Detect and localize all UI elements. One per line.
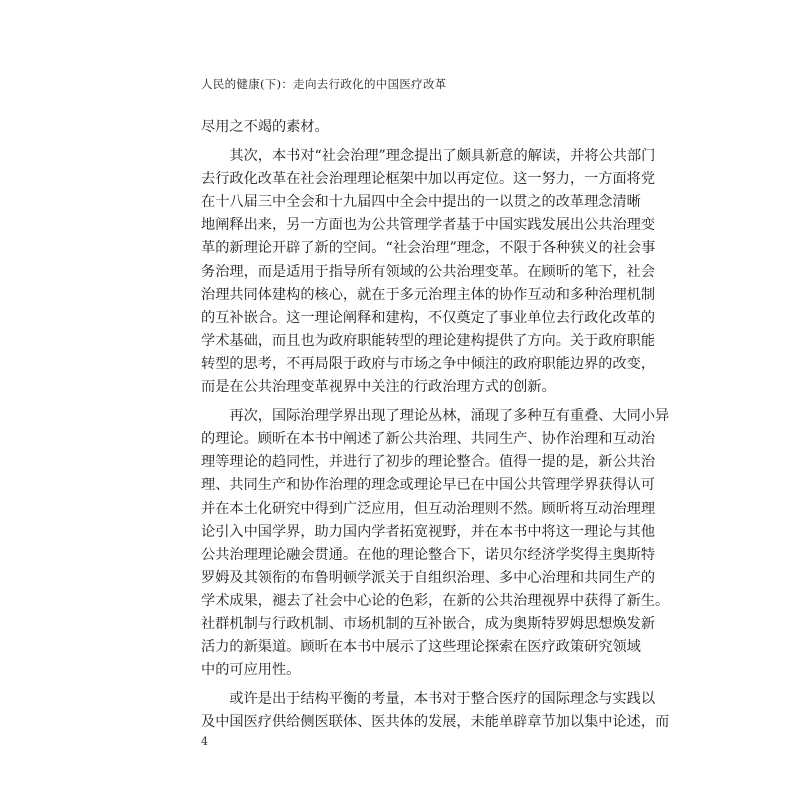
text-line: 去行政化改革在社会治理理论框架中加以再定位。这一努力，一方面将党 — [201, 171, 656, 188]
text-line: 其次，本书对“社会治理”理念提出了颇具新意的解读，并将公共部门 — [201, 148, 656, 165]
text-line: 理等理论的趋同性，并进行了初步的理论整合。值得一提的是，新公共治 — [201, 454, 656, 471]
text-line: 的理论。顾昕在本书中阐述了新公共治理、共同生产、协作治理和互动治 — [201, 431, 656, 448]
page-number: 4 — [201, 735, 208, 748]
text-line: 理、共同生产和协作治理的理念或理论早已在中国公共管理学界获得认可 — [201, 477, 656, 494]
body-text — [201, 116, 670, 734]
text-line: 论引入中国学界，助力国内学者拓宽视野，并在本书中将这一理论与其他 — [201, 523, 656, 540]
text-line: 公共治理理论融会贯通。在他的理论整合下，诺贝尔经济学奖得主奥斯特 — [201, 546, 656, 563]
text-line: 尽用之不竭的素材。 — [201, 119, 329, 135]
text-line: 务治理，而是适用于指导所有领域的公共治理变革。在顾昕的笔下，社会 — [201, 263, 656, 280]
text-line: 或许是出于结构平衡的考量，本书对于整合医疗的国际理念与实践以 — [201, 691, 656, 708]
text-line: 活力的新渠道。顾昕在本书中展示了这些理论探索在医疗政策研究领域 — [201, 639, 641, 656]
text-line: 及中国医疗供给侧医联体、医共体的发展，未能单辟章节加以集中论述，而 — [201, 714, 670, 731]
text-line: 社群机制与行政机制、市场机制的互补嵌合，成为奥斯特罗姆思想焕发新 — [201, 615, 656, 632]
text-line: 学术基础，而且也为政府职能转型的理论建构提供了方向。关于政府职能 — [201, 332, 656, 349]
text-line: 治理共同体建构的核心，就在于多元治理主体的协作互动和多种治理机制 — [201, 286, 656, 303]
text-line: 地阐释出来，另一方面也为公共管理学者基于中国实践发展出公共治理变 — [201, 217, 656, 234]
text-line: 学术成果，褪去了社会中心论的色彩，在新的公共治理视界中获得了新生。 — [201, 592, 670, 609]
text-line: 转型的思考，不再局限于政府与市场之争中倾注的政府职能边界的改变， — [201, 355, 656, 372]
text-line: 罗姆及其领衔的布鲁明顿学派关于自组织治理、多中心治理和共同生产的 — [201, 569, 656, 586]
text-line: 而是在公共治理变革视界中关注的行政治理方式的创新。 — [201, 379, 556, 396]
text-line: 中的可应用性。 — [201, 662, 301, 679]
text-line: 革的新理论开辟了新的空间。“社会治理”理念，不限于各种狭义的社会事 — [201, 240, 656, 257]
text-line: 在十八届三中全会和十九届四中全会中提出的一以贯之的改革理念清晰 — [201, 194, 641, 211]
running-head: 人民的健康(下)：走向去行政化的中国医疗改革 — [201, 77, 447, 91]
text-line: 再次，国际治理学界出现了理论丛林，涌现了多种互有重叠、大同小异 — [201, 408, 670, 425]
text-line: 的互补嵌合。这一理论阐释和建构，不仅奠定了事业单位去行政化改革的 — [201, 309, 656, 326]
text-line: 并在本土化研究中得到广泛应用，但互动治理则不然。顾昕将互动治理理 — [201, 500, 656, 517]
